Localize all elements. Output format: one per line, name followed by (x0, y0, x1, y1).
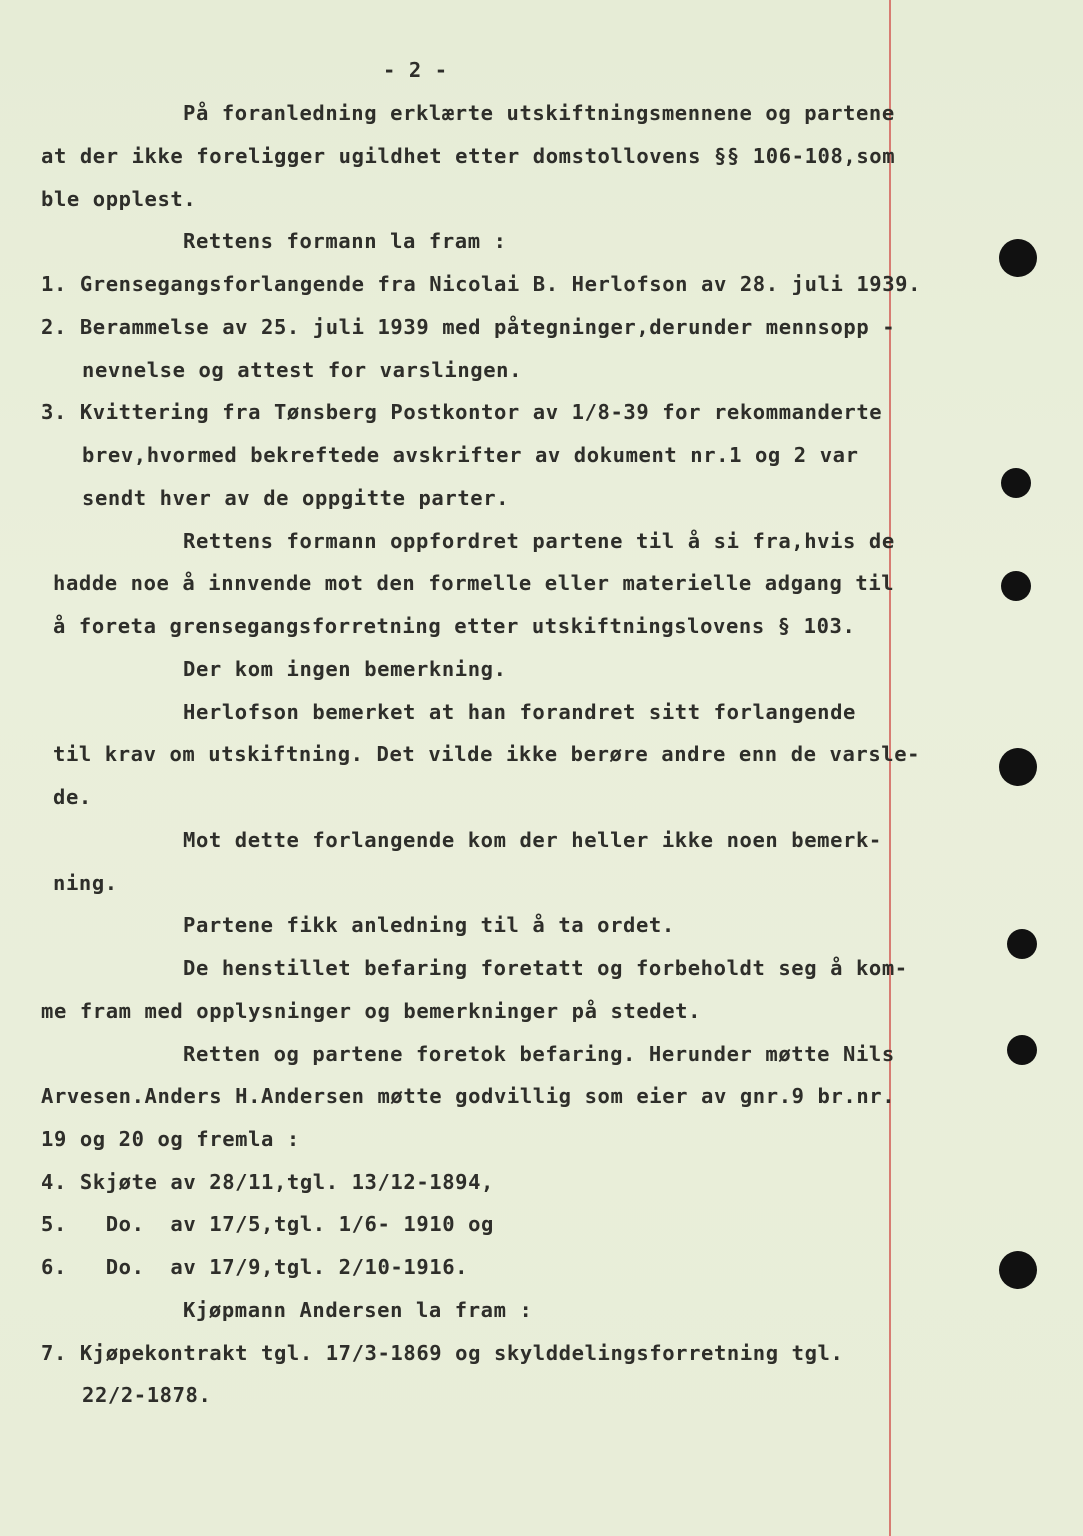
text-line-13: å foreta grensegangsforretning etter utskiftningslovens § 103. (53, 614, 856, 638)
text-line-6: 2. Berammelse av 25. juli 1939 med påtegninger,derunder mennsopp - (41, 315, 896, 339)
text-line-14: Der kom ingen bemerkning. (183, 657, 507, 681)
text-line-2: at der ikke foreligger ugildhet etter domstollovens §§ 106-108,som (41, 144, 896, 168)
page-number: - 2 - (383, 58, 448, 82)
text-line-28: 6. Do. av 17/9,tgl. 2/10-1916. (41, 1255, 469, 1279)
binder-hole (1001, 571, 1031, 601)
text-line-22: me fram med opplysninger og bemerkninger på stedet. (41, 999, 702, 1023)
text-line-18: Mot dette forlangende kom der heller ikke noen bemerk- (183, 828, 882, 852)
binder-hole (999, 1251, 1037, 1289)
text-line-29: Kjøpmann Andersen la fram : (183, 1298, 533, 1322)
text-line-11: Rettens formann oppfordret partene til å si fra,hvis de (183, 529, 895, 553)
text-line-3: ble opplest. (41, 187, 197, 211)
text-line-4: Rettens formann la fram : (183, 229, 507, 253)
text-line-23: Retten og partene foretok befaring. Herunder møtte Nils (183, 1042, 895, 1066)
text-line-7: nevnelse og attest for varslingen. (82, 358, 523, 382)
red-margin-line (889, 0, 891, 1536)
binder-hole (999, 239, 1037, 277)
binder-hole (1007, 929, 1037, 959)
text-line-16: til krav om utskiftning. Det vilde ikke berøre andre enn de varsle- (53, 742, 921, 766)
text-line-1: På foranledning erklærte utskiftningsmennene og partene (183, 101, 895, 125)
text-line-19: ning. (53, 871, 118, 895)
binder-hole (1007, 1035, 1037, 1065)
binder-hole (999, 748, 1037, 786)
text-line-17: de. (53, 785, 92, 809)
text-line-27: 5. Do. av 17/5,tgl. 1/6- 1910 og (41, 1212, 494, 1236)
text-line-26: 4. Skjøte av 28/11,tgl. 13/12-1894, (41, 1170, 494, 1194)
text-line-10: sendt hver av de oppgitte parter. (82, 486, 510, 510)
text-line-12: hadde noe å innvende mot den formelle eller materielle adgang til (53, 571, 895, 595)
text-line-8: 3. Kvittering fra Tønsberg Postkontor av 1/8-39 for rekommanderte (41, 400, 883, 424)
text-line-21: De henstillet befaring foretatt og forbeholdt seg å kom- (183, 956, 908, 980)
text-line-20: Partene fikk anledning til å ta ordet. (183, 913, 675, 937)
text-line-30: 7. Kjøpekontrakt tgl. 17/3-1869 og skylddelingsforretning tgl. (41, 1341, 844, 1365)
binder-hole (1001, 468, 1031, 498)
text-line-5: 1. Grensegangsforlangende fra Nicolai B. Herlofson av 28. juli 1939. (41, 272, 922, 296)
text-line-31: 22/2-1878. (82, 1383, 212, 1407)
text-line-25: 19 og 20 og fremla : (41, 1127, 300, 1151)
text-line-24: Arvesen.Anders H.Andersen møtte godvillig som eier av gnr.9 br.nr. (41, 1084, 896, 1108)
text-line-15: Herlofson bemerket at han forandret sitt forlangende (183, 700, 856, 724)
text-line-9: brev,hvormed bekreftede avskrifter av dokument nr.1 og 2 var (82, 443, 859, 467)
